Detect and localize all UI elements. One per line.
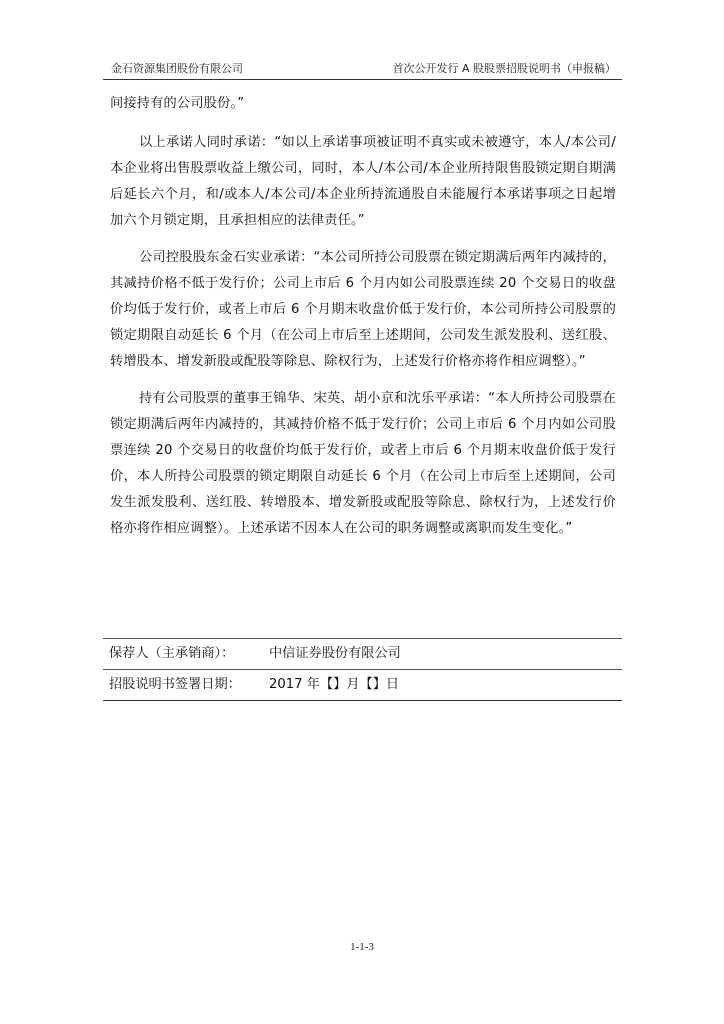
issuance-info-table xyxy=(103,638,622,701)
paragraph-joint-commitment: 以上承诺人同时承诺：“如以上承诺事项被证明不真实或未被遵守，本人/本公司/本企业将出售股票收益上缴公司，同时，本人/本公司/本企业所持限售股锁定期自期满后延长六个月，和/或本人/本公司/本企业所持流通股自未能履行本承诺事项之日起增加六个月锁定期，且承担相应的法律责任。” xyxy=(110,135,616,228)
header-divider xyxy=(103,79,622,80)
page-number: 1-1-3 xyxy=(350,941,374,953)
sponsor-row xyxy=(103,638,622,669)
paragraph-directors-commitment: 持有公司股票的董事王锦华、宋英、胡小京和沈乐平承诺：“本人所持公司股票在锁定期满后两年内减持的，其减持价格不低于发行价；公司上市后 6 个月内如公司股票连续 20 个交易日的收盘价均低于发行价，或者上市后 6 个月期末收盘价低于发行价，本人所持公司股票的锁定期限自动延长 6 个月（在公司上市后至上述期间，公司发生派发股利、送红股、转增股本、增发新股或配股等除息、除权行为，上述发行价格亦将作相应调整）。上述承诺不因本人在公司的职务调整或离职而发生变化。” xyxy=(110,391,616,536)
signing-date-value: 2017 年【】月【】日 xyxy=(269,677,400,692)
signing-date-row xyxy=(103,669,622,701)
sponsor-label: 保荐人（主承销商）： xyxy=(109,646,235,661)
signing-date-label: 招股说明书签署日期： xyxy=(109,677,241,692)
paragraph-controlling-shareholder: 公司控股股东金石实业承诺：“本公司所持公司股票在锁定期满后两年内减持的，其减持价格不低于发行价；公司上市后 6 个月内如公司股票连续 20 个交易日的收盘价均低于发行价，或者上市后 6 个月期末收盘价低于发行价，本公司所持公司股票的锁定期限自动延长 6 个月（在公司上市后至上述期间，公司发生派发股利、送红股、转增股本、增发新股或配股等除息、除权行为，上述发行价格亦将作相应调整）。” xyxy=(110,250,616,369)
header-company-name: 金石资源集团股份有限公司 xyxy=(111,62,243,75)
sponsor-value: 中信证券股份有限公司 xyxy=(269,646,401,661)
paragraph-continuation: 间接持有的公司股份。” xyxy=(110,96,245,111)
page-header xyxy=(103,60,622,78)
body-text xyxy=(110,91,616,553)
header-document-title: 首次公开发行 A 股股票招股说明书（申报稿） xyxy=(392,62,616,75)
